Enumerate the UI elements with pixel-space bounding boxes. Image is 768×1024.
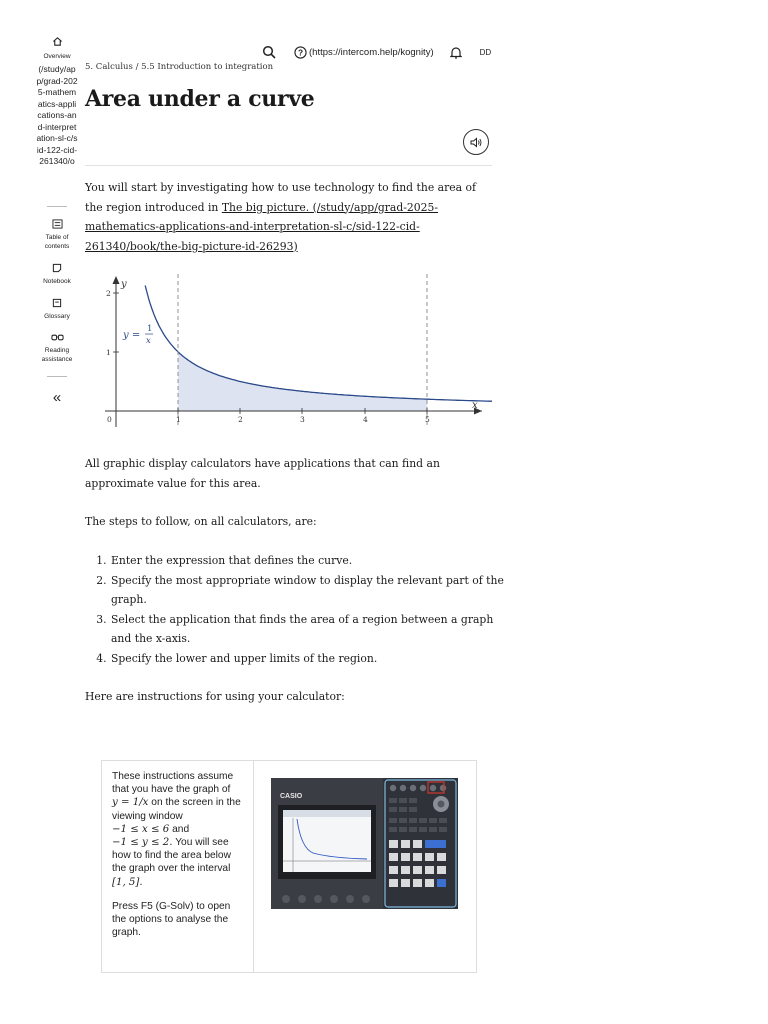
glossary-label: Glossary — [44, 313, 70, 320]
card-range-x: −1 ≤ x ≤ 6 — [112, 823, 170, 835]
glossary-icon — [52, 298, 62, 308]
curve-label-lhs: y = — [123, 330, 141, 341]
x-tick-label-1: 1 — [176, 415, 181, 424]
shaded-area — [178, 352, 427, 411]
calc-exe-key — [437, 879, 446, 887]
notebook-button[interactable] — [36, 263, 78, 286]
glasses-icon — [51, 333, 64, 342]
steps-list — [85, 551, 517, 668]
calc-screen — [283, 810, 371, 872]
rail-divider — [47, 206, 67, 207]
help-link[interactable]: (https://intercom.help/kognity) — [309, 46, 434, 58]
steps-intro: The steps to follow, on all calculators, are: — [85, 515, 317, 528]
card-line-3: You will see how to find the area below the graph over the interval — [112, 837, 231, 875]
user-avatar[interactable]: DD — [479, 47, 492, 57]
speaker-icon — [470, 137, 482, 148]
step-2: 2. Specify the most appropriate window to display the relevant part of the graph. — [110, 571, 517, 610]
rail-divider-2 — [47, 376, 67, 377]
step-4: 4. Specify the lower and upper limits of the region. — [110, 649, 517, 669]
reading-assistance-button[interactable] — [36, 333, 78, 364]
step-3: 3. Select the application that finds the area of a region between a graph and the x-axis. — [110, 610, 517, 649]
listen-button[interactable] — [463, 129, 489, 155]
title-divider — [85, 165, 492, 166]
calc-brand: CASIO — [280, 793, 303, 800]
help-icon[interactable] — [294, 46, 307, 59]
card-range-line — [112, 823, 244, 836]
card-line-4: Press F5 (G-Solv) to open the options to analyse the graph. — [112, 900, 231, 939]
casio-calculator-photo — [271, 778, 458, 909]
card-equation-line — [112, 796, 244, 822]
overview-label: Overview — [43, 53, 71, 60]
x-tick-label-5: 5 — [425, 415, 430, 424]
intro-paragraph — [85, 178, 492, 256]
toc-label-1: Table of — [45, 234, 69, 241]
notebook-icon — [52, 263, 62, 273]
table-of-contents-button[interactable] — [36, 219, 78, 251]
collapse-sidebar-button[interactable]: « — [52, 389, 62, 406]
overview-link[interactable] — [36, 36, 78, 194]
calc-screen-menubar — [283, 810, 371, 817]
card-range-y: −1 ≤ y ≤ 2. — [112, 837, 173, 849]
search-icon[interactable] — [262, 45, 276, 59]
card-line-2: on the screen in the viewing window — [112, 797, 241, 822]
curve-label-den: x — [146, 336, 151, 346]
notebook-label: Notebook — [43, 278, 71, 285]
reading-label-2: assistance — [41, 356, 73, 363]
svg-text:?: ? — [297, 47, 304, 58]
card-divider — [253, 761, 254, 972]
y-tick-label-2: 2 — [106, 289, 111, 298]
instructions-intro: Here are instructions for using your calculator: — [85, 690, 345, 703]
card-interval: [1, 5]. — [112, 876, 143, 888]
page-title: Area under a curve — [85, 86, 315, 112]
reading-label-1: Reading — [44, 347, 70, 354]
card-text — [112, 770, 244, 939]
left-rail — [36, 36, 78, 406]
glossary-button[interactable] — [36, 298, 78, 321]
step-1: 1. Enter the expression that defines the curve. — [110, 551, 517, 571]
y-tick-label-1: 1 — [106, 348, 111, 357]
big-picture-link[interactable]: The big picture. (/study/app/grad-2025-mathematics-applications-and-interpretation-sl-c/sid-122-cid-261340/book/the-big-picture-id-26293) — [85, 200, 439, 253]
x-tick-label-2: 2 — [238, 415, 243, 424]
breadcrumb[interactable]: 5. Calculus / 5.5 Introduction to integration — [85, 62, 274, 72]
card-range-y-line — [112, 836, 244, 889]
y-axis-label: y — [121, 279, 127, 290]
card-equation: y = 1/x — [112, 797, 149, 809]
area-graph — [85, 272, 492, 442]
card-and: and — [172, 823, 190, 835]
x-axis-label: x — [472, 400, 478, 411]
home-icon — [52, 36, 63, 47]
top-bar — [262, 40, 491, 64]
x-tick-label-3: 3 — [300, 415, 305, 424]
overview-link-text: (/study/app/grad-2025-mathematics-applications-and-interpretation-sl-c/sid-122-cid-261340/o — [36, 64, 78, 166]
curve-label — [122, 324, 153, 346]
card-line-1: These instructions assume that you have the graph of — [112, 771, 234, 796]
calc-dpad-center — [438, 801, 445, 808]
curve-label-num: 1 — [147, 324, 153, 334]
list-icon — [52, 219, 63, 229]
x-tick-label-0: 0 — [107, 415, 112, 424]
x-tick-label-4: 4 — [363, 415, 368, 424]
calculator-instruction-card — [101, 760, 477, 973]
calculator-paragraph: All graphic display calculators have applications that can find an approximate value for this area. — [85, 457, 440, 490]
calc-del-ac-keys — [425, 840, 446, 848]
toc-label-2: contents — [44, 243, 70, 250]
bell-icon[interactable] — [450, 46, 462, 59]
y-axis-arrow — [113, 276, 120, 284]
intro-text: You will start by investigating how to use technology to find the area of the region introduced in — [85, 181, 476, 214]
